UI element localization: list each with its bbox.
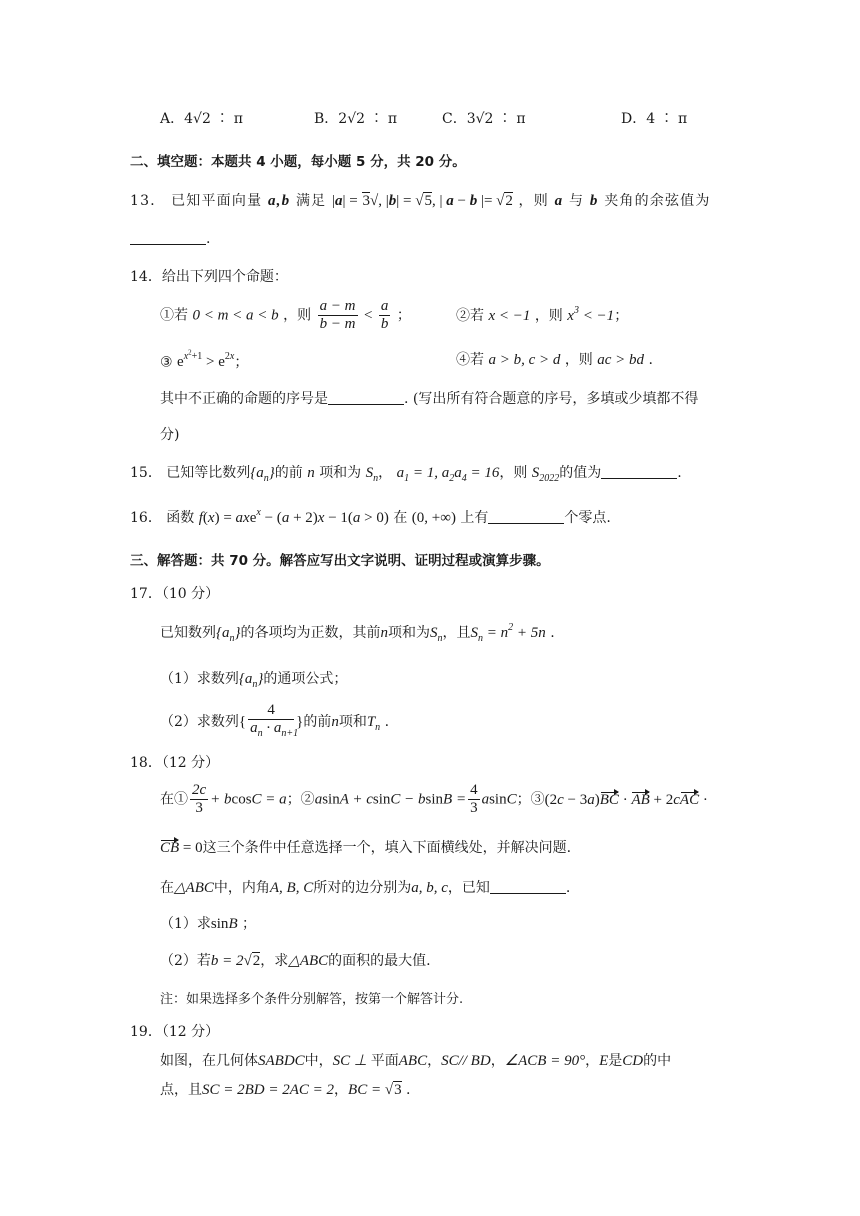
q18-answer-blank[interactable]: [490, 879, 566, 894]
q19-line2-a: 点，且: [160, 1082, 202, 1098]
q14-number: 14．: [130, 269, 162, 285]
q13-condition: |a| = 3√, |b| = √5, | a − b |= √2: [332, 193, 513, 209]
q18-cond1-rest: + b: [210, 791, 232, 808]
q19-point-e: E: [599, 1053, 609, 1069]
q18-line3-c: 所对的边分别为: [313, 880, 412, 896]
q14-question-b: . (写出所有符合题意的序号，多填或少填都不得: [404, 391, 699, 407]
q19-number: 19．: [130, 1024, 162, 1040]
q18-part1-text: （1）求: [160, 916, 211, 932]
q19-line1-d: ，: [427, 1053, 442, 1069]
q14-question-a: 其中不正确的命题的序号是: [160, 391, 328, 407]
q19-line1-a: 如图，在几何体: [160, 1053, 258, 1069]
q18-line1-c: ；③: [516, 791, 545, 808]
q16-function: f: [198, 510, 203, 526]
q17-part2-frac: $\frac{4}{a_n \cdot a_{n+1}}$: [250, 702, 299, 739]
q16-interval: (0, +∞): [411, 510, 456, 526]
section2-title: 二、填空题：本题共 4 小题，每小题 5 分，共 20 分。: [130, 154, 466, 170]
q16-text-c: 上有: [460, 510, 489, 526]
q14-p3-label: ③: [160, 354, 173, 371]
q14-p1-then: ，则: [283, 307, 312, 324]
q17-score: （10 分）: [161, 586, 220, 602]
q16-text-a: 函数: [166, 510, 195, 526]
q17-header: [130, 583, 219, 603]
q17-sequence: $\{a_n\}$: [216, 625, 241, 644]
q19-line1-g: 是: [608, 1053, 623, 1069]
q18-part1: [160, 913, 256, 933]
q18-number: 18．: [130, 755, 162, 771]
q14-proposition-1: [160, 298, 411, 333]
q18-cond3: (2c − 3a)BC · AB + 2cAC ·: [544, 791, 708, 808]
q19-sc-perp: SC ⊥: [332, 1053, 371, 1069]
q14-p1-condition: 0 < m < a < b: [192, 307, 279, 324]
q19-line2: [160, 1079, 410, 1099]
q17-stem-a: 已知数列: [160, 625, 216, 641]
q19-line2-end: .: [401, 1082, 411, 1098]
q19-line2-b: ，: [334, 1082, 349, 1098]
q15-sequence: $\{a_n\}$: [250, 465, 275, 484]
q19-header: [130, 1021, 219, 1041]
q17-part2-n: n: [331, 714, 339, 730]
q17-part2-a: （2）求数列: [160, 714, 239, 730]
q18-header: [130, 752, 219, 772]
q12-option-b-text: B．2√2 ∶ π: [314, 111, 398, 127]
q17-formula: $S_n = n^2 + 5n$: [470, 622, 546, 644]
q14-p1-semicolon: ；: [396, 307, 411, 324]
q13-text-a: 已知平面向量: [171, 193, 263, 209]
q14-intro-line: [130, 266, 288, 286]
q19-bc: BC = √3: [348, 1082, 402, 1098]
q17-part1-b: 的通项公式；: [263, 671, 348, 687]
q14-p4-conclusion: ac > bd: [597, 352, 645, 368]
q15-text-e: ，则: [499, 465, 528, 481]
q13-line2: [130, 230, 210, 247]
q17-stem-b: 的各项均为正数，其前: [240, 625, 381, 641]
q18-part2-c: 的面积的最大值.: [328, 953, 431, 969]
q14-p4-then: ，则: [564, 352, 593, 368]
q19-plane: ABC: [398, 1053, 428, 1069]
q17-part2: （2）求数列{ $\frac{4}{a_n \cdot a_{n+1}}$ }的前n项和$T_n$ .: [160, 702, 389, 742]
section3-title: 三、解答题：共 70 分。解答应写出文字说明、证明过程或演算步骤。: [130, 553, 550, 569]
q13-vec-a: a: [554, 193, 564, 209]
q14-p1-frac-right: $\frac{a}{b}$: [380, 298, 389, 332]
q17-part1: [160, 668, 347, 690]
q14-intro: 给出下列四个命题：: [161, 269, 288, 285]
q14-p2-semicolon: ；: [614, 308, 629, 324]
q14-answer-blank[interactable]: [328, 390, 404, 405]
q19-score: （12 分）: [161, 1024, 220, 1040]
q18-line3-d: ，已知: [447, 880, 490, 896]
q13-text-e: 夹角的余弦值为: [604, 193, 711, 209]
q14-p1-less: <: [363, 307, 373, 324]
q19-line1-c: 平面: [370, 1053, 399, 1069]
q19-solid: SABDC: [258, 1053, 305, 1069]
q14-p1-label: ①若: [160, 307, 188, 324]
q14-question-line2: [160, 424, 179, 444]
q14-p2-label: ②若: [456, 308, 484, 324]
q18-part2-a: （2）若: [160, 953, 211, 969]
q15-end: .: [677, 465, 682, 481]
q14-question-line: [160, 388, 698, 408]
q15-text-d: ，: [378, 465, 393, 481]
q14-p2-then: ，则: [534, 308, 563, 324]
q12-option-c: [442, 108, 526, 128]
q18-part2-triangle: △ABC: [288, 953, 329, 969]
q19-cd: CD: [622, 1053, 644, 1069]
q18-part2-b: ，求: [260, 953, 289, 969]
q18-part1-end: ；: [237, 916, 257, 932]
q18-cond1-frac: $\frac{2c}{3}$: [192, 782, 207, 816]
q19-line1: [160, 1050, 671, 1070]
q16-number: 16．: [130, 510, 162, 526]
q12-option-a: [160, 108, 243, 128]
q18-b-value: b = 2√2: [210, 953, 261, 969]
q14-p2-conclusion: $x^3 < -1$: [567, 305, 615, 324]
q19-line1-b: 中，: [304, 1053, 333, 1069]
q12-option-d-text: D．4 ∶ π: [621, 111, 688, 127]
q13-end: .: [206, 231, 211, 247]
q18-score: （12 分）: [161, 755, 220, 771]
q15-text-b: 的前: [274, 465, 303, 481]
q17-stem-c: 项和为: [388, 625, 430, 641]
q17-part2-b: 的前: [303, 714, 332, 730]
q15-text-c: 项和为: [319, 465, 362, 481]
q19-angle: ∠ACB = 90°: [504, 1053, 586, 1069]
q13-text-c: ，则: [518, 193, 549, 209]
q15-answer-blank[interactable]: [601, 464, 677, 479]
q17-part2-c: 项和: [338, 714, 367, 730]
q12-option-b: [314, 108, 397, 128]
q13-answer-blank[interactable]: [130, 230, 206, 245]
q17-part2-end: .: [380, 714, 390, 730]
q15-sn: $S_n$: [365, 465, 379, 484]
q17-n: n: [380, 625, 388, 641]
q15-text-a: 已知等比数列: [166, 465, 251, 481]
q14-p2-condition: x < −1: [488, 308, 531, 324]
q12-option-d: [621, 108, 687, 128]
q18-line3-end: .: [565, 880, 571, 896]
q14-p3-semicolon: ；: [234, 354, 249, 371]
q18-cond2: a: [314, 791, 323, 808]
q13-vec-b: b: [589, 193, 599, 209]
q14-proposition-2: [456, 305, 628, 325]
q18-line3-a: 在: [160, 880, 174, 896]
q18-sinb: sinB: [210, 916, 238, 932]
q17-stem: [160, 622, 555, 644]
q19-parallel: SC// BD: [441, 1053, 491, 1069]
q19-line1-e: ，: [490, 1053, 505, 1069]
q19-line1-f: ，: [585, 1053, 600, 1069]
q18-line1-a: 在①: [160, 791, 188, 808]
q14-proposition-4: [456, 349, 653, 369]
q14-p3-expression: $e^{x^2+1} > e^{2x}$: [177, 349, 235, 371]
q18-line3-b: 中，内角: [213, 880, 270, 896]
q16-answer-blank[interactable]: [488, 509, 564, 524]
q15-condition: $a_1 = 1$, $a_2a_4 = 16$: [396, 465, 500, 484]
q13-number: 13．: [130, 193, 166, 209]
q15-line: [130, 462, 682, 484]
q15-text-f: 的值为: [559, 465, 602, 481]
q17-part1-seq: $\{a_n\}$: [238, 671, 264, 690]
q18-line2-b: 这三个条件中任意选择一个，填入下面横线处，并解决问题.: [202, 840, 572, 856]
q19-lengths: SC = 2BD = 2AC = 2: [202, 1082, 335, 1098]
q15-s2022: $S_{2022}$: [531, 465, 560, 484]
q14-p4-label: ④若: [456, 352, 484, 368]
q14-proposition-3: [160, 349, 248, 371]
q18-line2: [160, 837, 571, 857]
q15-number: 15．: [130, 465, 162, 481]
q17-stem-d: ，且: [442, 625, 471, 641]
q19-line1-h: 的中: [643, 1053, 672, 1069]
q17-number: 17．: [130, 586, 162, 602]
q18-line1: 在① $\frac{2c}{3}$ + bcosC = a；②asinA + csinC − bsinB = $\frac{4}{3}$ asinC；③(2c − 3a)BC · AB + 2cAC ·: [160, 782, 708, 816]
q12-option-a-text: A．4√2 ∶ π: [160, 111, 243, 127]
q13-vectors: a,b: [267, 193, 291, 209]
q18-cond2-frac: $\frac{4}{3}$: [470, 782, 478, 816]
q13-line1: [130, 190, 711, 210]
q15-n: n: [307, 465, 315, 481]
q18-line1-b: ；②: [286, 791, 315, 808]
q14-p1-frac-left: $\frac{a - m}{b - m}$: [319, 298, 356, 332]
q18-angles: A, B, C: [269, 880, 314, 896]
q18-note: 注：如果选择多个条件分别解答，按第一个解答计分.: [160, 992, 464, 1007]
q16-text-d: 个零点.: [564, 510, 611, 526]
q16-line: 16． 函数 f(x) = axe$^x$ − (a + 2)x − 1(a > 0) 在 (0, +∞) 上有 个零点.: [130, 507, 611, 526]
q17-tn: $T_n$: [366, 714, 381, 733]
q18-triangle: △ABC: [174, 880, 214, 896]
q13-text-d: 与: [568, 193, 585, 209]
q12-option-c-text: C．3√2 ∶ π: [442, 111, 526, 127]
q18-line3: [160, 877, 570, 897]
q14-p4-condition: a > b, c > d: [488, 352, 561, 368]
q17-part1-a: （1）求数列: [160, 671, 239, 687]
q16-text-b: 在: [393, 510, 408, 526]
q17-sn: $S_n$: [430, 625, 443, 644]
q14-question-c: 分): [160, 427, 180, 443]
q18-sides: a, b, c: [411, 880, 448, 896]
q17-stem-end: .: [545, 625, 555, 641]
q14-p4-end: .: [644, 352, 653, 368]
q18-part2: [160, 950, 431, 970]
q13-text-b: 满足: [295, 193, 327, 209]
q18-cond3-cont: CB = 0: [160, 840, 203, 856]
